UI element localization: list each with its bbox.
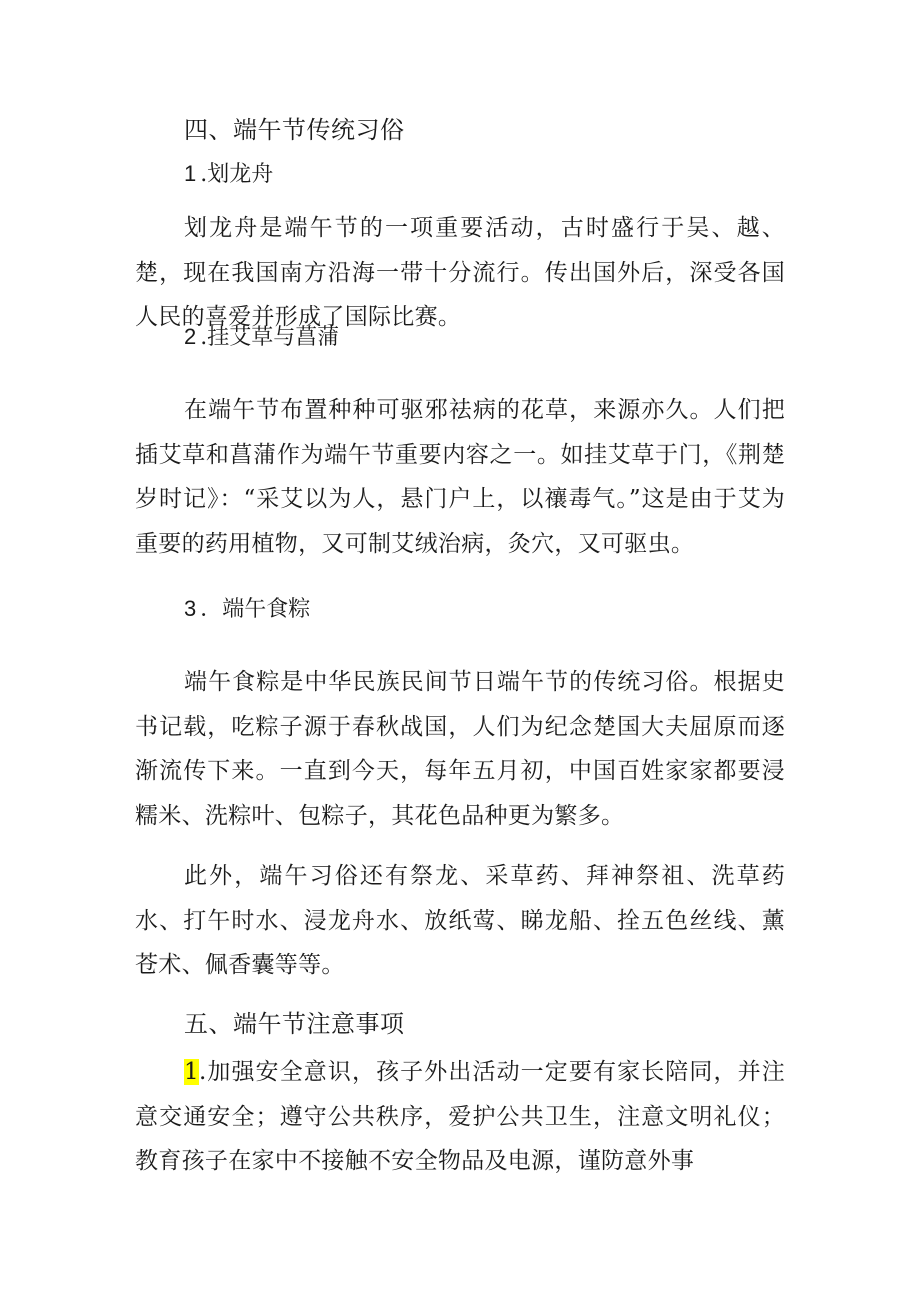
item-1-paragraph: 划龙舟是端午节的一项重要活动，古时盛行于吴、越、楚，现在我国南方沿海一带十分流行。传出国外后，深受各国人民的喜爱并形成了国际比赛。 [135, 215, 785, 330]
item-2-paragraph: 在端午节布置种种可驱邪祛病的花草，来源亦久。人们把插艾草和菖蒲作为端午节重要内容之一。如挂艾草于门，《荆楚岁时记》：“采艾以为人，悬门户上，以禳毒气。”这是由于艾为重要的药用植物，又可制艾绒治病，灸穴，又可驱虫。 [135, 397, 785, 557]
item-3-heading [184, 594, 310, 625]
item-1-heading [184, 159, 273, 190]
notice-1-number-highlight: 1 [184, 1059, 199, 1085]
item-2-number: 2 [184, 324, 201, 349]
notice-1-paragraph [135, 1050, 785, 1184]
section-5-heading: 五、端午节注意事项 [184, 1010, 405, 1038]
item-1-number: 1 [184, 161, 201, 186]
section-4-heading: 四、端午节传统习俗 [184, 116, 405, 144]
notice-1-text: .加强安全意识，孩子外出活动一定要有家长陪同，并注意交通安全；遵守公共秩序，爱护公共卫生，注意文明礼仪；教育孩子在家中不接触不安全物品及电源，谨防意外事 [135, 1059, 785, 1174]
item-2-heading [184, 322, 339, 353]
item-3-number: 3 [184, 596, 201, 621]
item-1-title: .划龙舟 [200, 162, 274, 187]
item-3-title: ．端午食粽 [200, 597, 311, 622]
item-3-paragraph: 端午食粽是中华民族民间节日端午节的传统习俗。根据史书记载，吃粽子源于春秋战国，人们为纪念楚国大夫屈原而逐渐流传下来。一直到今天，每年五月初，中国百姓家家都要浸糯米、洗粽叶、包粽子，其花色品种更为繁多。 [135, 669, 785, 829]
other-customs-paragraph: 此外，端午习俗还有祭龙、采草药、拜神祭祖、洗草药水、打午时水、浸龙舟水、放纸莺、睇龙船、拴五色丝线、薰苍术、佩香囊等等。 [135, 863, 785, 978]
item-2-title: .挂艾草与菖蒲 [200, 325, 340, 350]
